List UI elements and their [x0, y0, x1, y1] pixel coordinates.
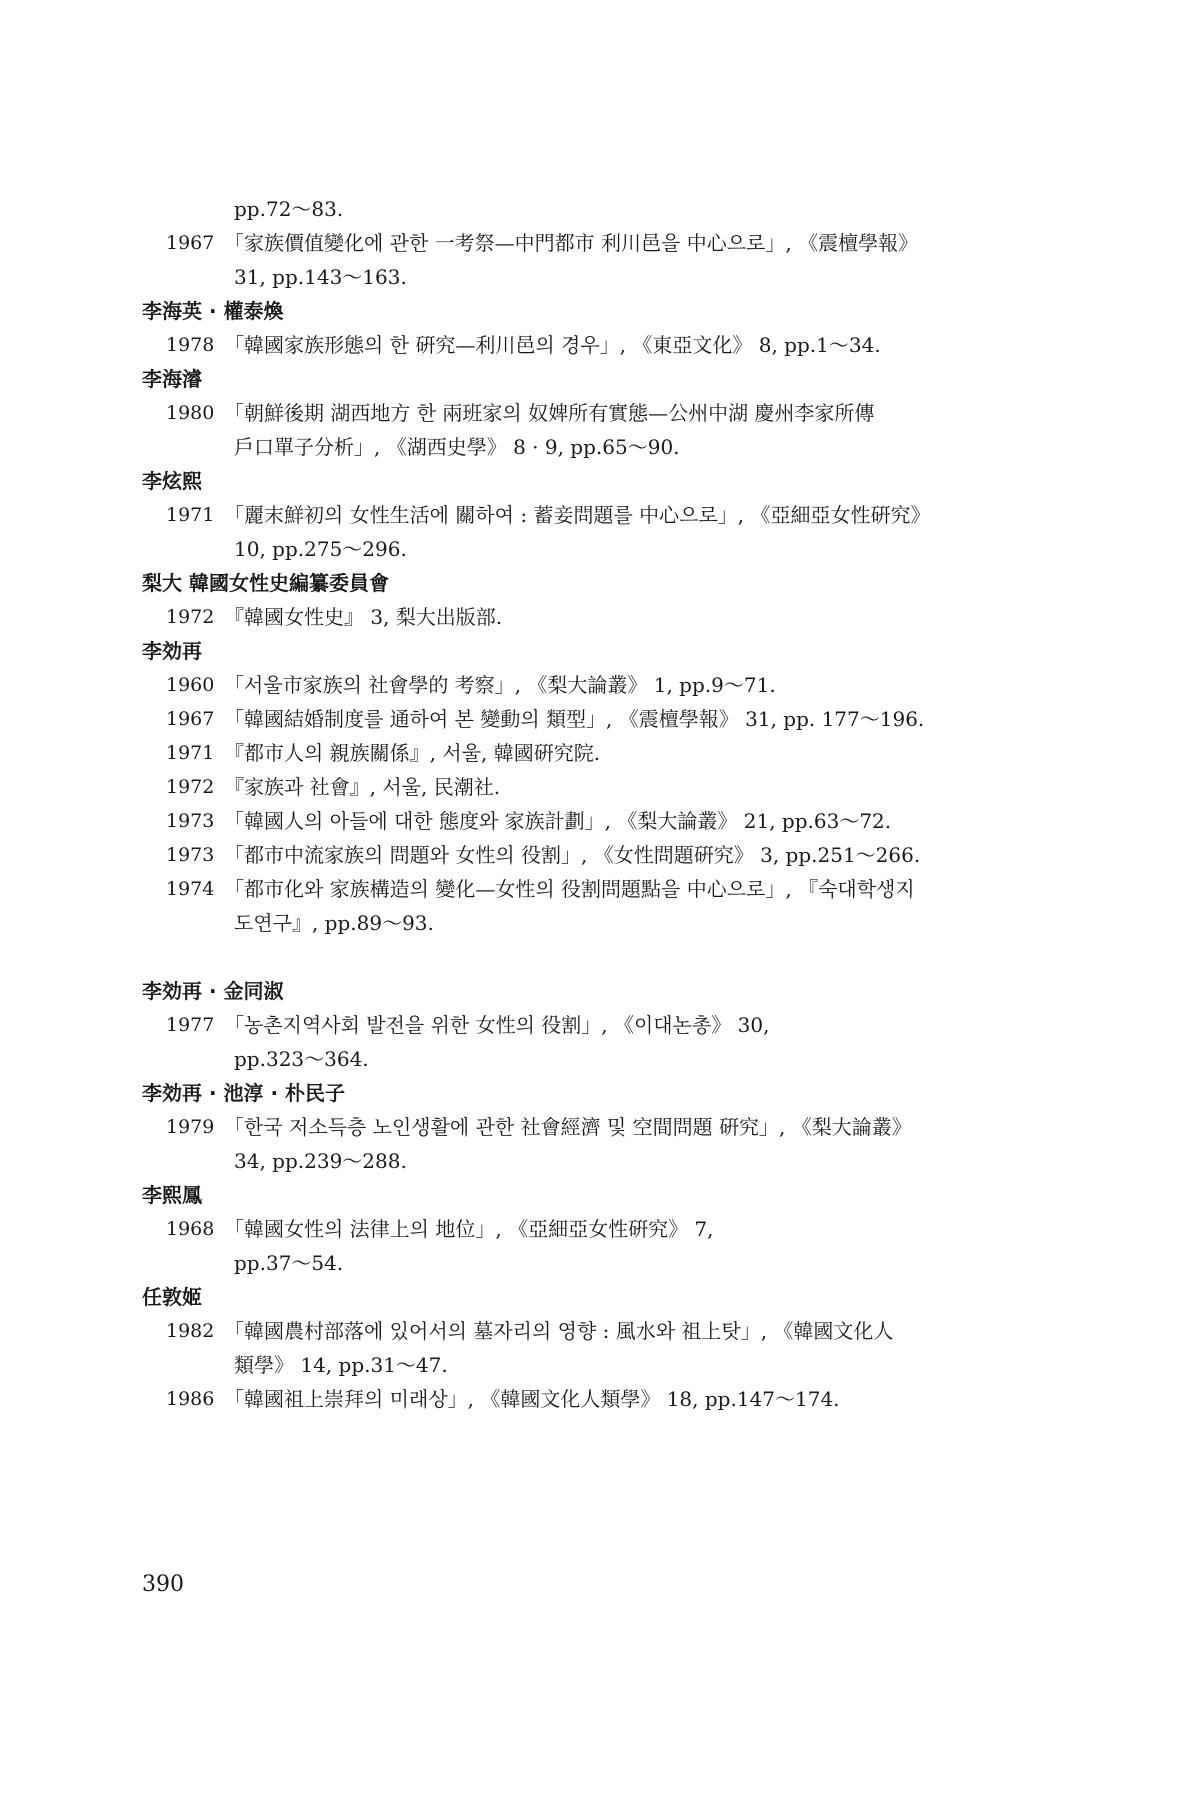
bibliography-entry	[142, 808, 1042, 842]
bibliography-entry	[142, 604, 1042, 638]
author-heading: 李効再 · 池淳 · 朴民子	[142, 1081, 346, 1105]
entry-text: 「朝鮮後期 湖西地方 한 兩班家의 奴婢所有實態—公州中湖 慶州李家所傳	[224, 401, 875, 425]
entry-text: 「都市中流家族의 問題와 女性의 役割」, 《女性問題硏究》 3, pp.251～266.	[224, 843, 921, 867]
bibliography-entry	[142, 1012, 1042, 1046]
bibliography-entry	[142, 1216, 1042, 1250]
entry-year: 1982	[166, 1320, 215, 1342]
entry-year: 1986	[166, 1388, 215, 1410]
bibliography-list	[142, 196, 1042, 1420]
author-heading: 李海英 · 權泰煥	[142, 299, 284, 323]
entry-continuation: 34, pp.239～288.	[234, 1149, 407, 1173]
bibliography-entry	[142, 400, 1042, 434]
entry-text: 『都市人의 親族關係』, 서울, 韓國硏究院.	[224, 741, 601, 765]
entry-year: 1972	[166, 776, 215, 798]
bibliography-entry	[142, 1114, 1042, 1148]
entry-text: 『家族과 社會』, 서울, 民潮社.	[224, 775, 501, 799]
entry-year: 1973	[166, 810, 215, 832]
entry-year: 1980	[166, 402, 215, 424]
author-heading: 李効再 · 金同淑	[142, 979, 284, 1003]
entry-text: 「韓國女性의 法律上의 地位」, 《亞細亞女性硏究》 7,	[224, 1217, 714, 1241]
bibliography-entry	[142, 230, 1042, 264]
author-heading: 李効再	[142, 639, 202, 663]
entry-year: 1967	[166, 708, 215, 730]
entry-year: 1967	[166, 232, 215, 254]
author-heading: 李炫熙	[142, 469, 202, 493]
entry-text: 『韓國女性史』 3, 梨大出版部.	[224, 605, 503, 629]
entry-text: 「韓國結婚制度를 通하여 본 變動의 類型」, 《震檀學報》 31, pp. 177～196.	[224, 707, 925, 731]
spacer	[142, 944, 1042, 978]
author-heading: 任敦姬	[142, 1285, 202, 1309]
entry-continuation: 戶口單子分析」, 《湖西史學》 8 · 9, pp.65～90.	[234, 435, 680, 459]
entry-year: 1972	[166, 606, 215, 628]
entry-text: 「都市化와 家族構造의 變化—女性의 役割問題點을 中心으로」, 『숙대학생지	[224, 877, 915, 901]
entry-text: 「韓國祖上崇拜의 미래상」, 《韓國文化人類學》 18, pp.147～174.	[224, 1387, 840, 1411]
entry-text: 「家族價值變化에 관한 一考祭—中門都市 利川邑을 中心으로」, 《震檀學報》	[224, 231, 919, 255]
entry-year: 1979	[166, 1116, 215, 1138]
page-number: 390	[142, 1572, 184, 1597]
entry-year: 1978	[166, 334, 215, 356]
bibliography-entry	[142, 672, 1042, 706]
entry-continuation: 31, pp.143～163.	[234, 265, 407, 289]
entry-continuation: pp.37～54.	[234, 1251, 344, 1275]
entry-text: 「韓國農村部落에 있어서의 墓자리의 영향 : 風水와 祖上탓」, 《韓國文化人	[224, 1319, 894, 1343]
entry-continuation: 10, pp.275～296.	[234, 537, 407, 561]
entry-year: 1968	[166, 1218, 215, 1240]
bibliography-entry	[142, 502, 1042, 536]
entry-continuation: 類學》 14, pp.31～47.	[234, 1353, 448, 1377]
entry-year: 1974	[166, 878, 215, 900]
entry-text: 「韓國家族形態의 한 硏究—利川邑의 경우」, 《東亞文化》 8, pp.1～34.	[224, 333, 881, 357]
bibliography-entry	[142, 332, 1042, 366]
bibliography-entry	[142, 842, 1042, 876]
entry-year: 1971	[166, 742, 215, 764]
author-heading: 李熙鳳	[142, 1183, 202, 1207]
entry-continuation: pp.323～364.	[234, 1047, 369, 1071]
bibliography-entry	[142, 706, 1042, 740]
author-heading: 梨大 韓國女性史編纂委員會	[142, 571, 389, 595]
entry-year: 1977	[166, 1014, 215, 1036]
entry-text: 「麗末鮮初의 女性生活에 關하여 : 蓄妾問題를 中心으로」, 《亞細亞女性硏究》	[224, 503, 931, 527]
entry-continuation: 도연구』, pp.89～93.	[234, 911, 434, 935]
bibliography-entry	[142, 740, 1042, 774]
bibliography-entry	[142, 876, 1042, 910]
bibliography-entry	[142, 1386, 1042, 1420]
entry-text: 「한국 저소득층 노인생활에 관한 社會經濟 및 空間問題 硏究」, 《梨大論叢》	[224, 1115, 912, 1139]
entry-text: 「농촌지역사회 발전을 위한 女性의 役割」, 《이대논총》 30,	[224, 1013, 770, 1037]
author-heading: 李海濬	[142, 367, 202, 391]
bibliography-entry	[142, 1318, 1042, 1352]
entry-text: 「서울市家族의 社會學的 考察」, 《梨大論叢》 1, pp.9～71.	[224, 673, 776, 697]
entry-year: 1973	[166, 844, 215, 866]
entry-continuation: pp.72～83.	[234, 197, 344, 221]
bibliography-entry	[142, 774, 1042, 808]
entry-year: 1971	[166, 504, 215, 526]
entry-year: 1960	[166, 674, 215, 696]
entry-text: 「韓國人의 아들에 대한 態度와 家族計劃」, 《梨大論叢》 21, pp.63～72.	[224, 809, 892, 833]
